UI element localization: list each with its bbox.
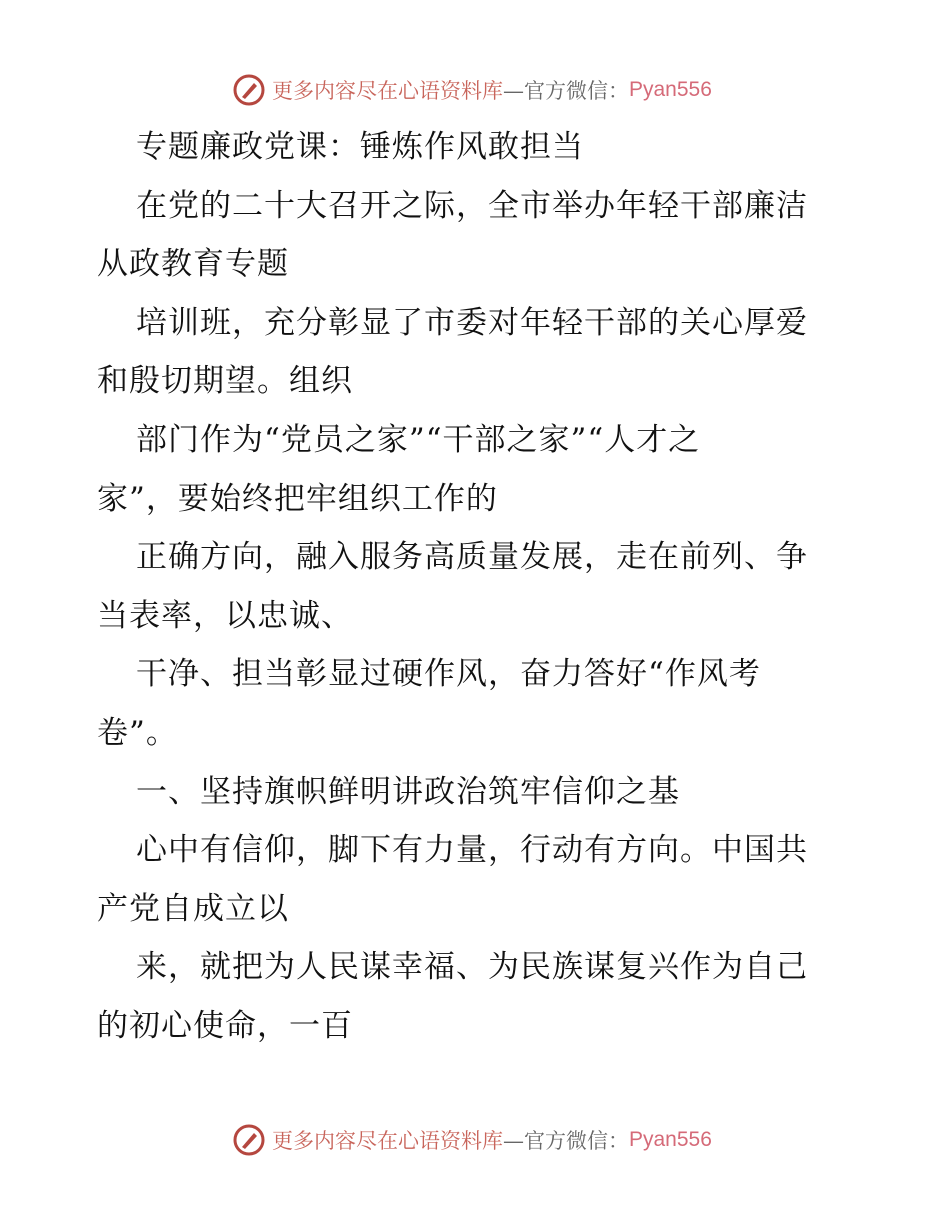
footer-banner	[232, 1120, 712, 1160]
text-line: 家”，要始终把牢组织工作的	[97, 480, 498, 517]
text-line: 的初心使命，一百	[97, 1008, 353, 1044]
banner-wechat-id: Pyan556	[629, 78, 712, 101]
banner-text: 更多内容尽在心语资料库	[272, 1129, 503, 1153]
text-line: 从政教育专题	[97, 246, 289, 283]
text-line: 当表率，以忠诚、	[97, 597, 353, 634]
text-line: 卷”。	[97, 715, 178, 751]
header-banner	[232, 70, 712, 110]
text-line: 部门作为“党员之家”“干部之家”“人才之	[136, 422, 701, 458]
text-line: 产党自成立以	[97, 890, 289, 927]
text-line: 专题廉政党课：锤炼作风敢担当	[136, 129, 584, 165]
text-line: 在党的二十大召开之际，全市举办年轻干部廉洁	[136, 187, 808, 224]
banner-wechat-id: Pyan556	[629, 1128, 712, 1151]
text-line: 来，就把为人民谋幸福、为民族谋复兴作为自己	[136, 949, 808, 986]
banner-text: 更多内容尽在心语资料库	[272, 79, 503, 103]
text-line: 心中有信仰，脚下有力量，行动有方向。中国共	[136, 832, 808, 869]
text-line: 培训班，充分彰显了市委对年轻干部的关心厚爱	[136, 304, 808, 341]
banner-wechat-label: —官方微信：	[503, 1129, 629, 1153]
text-line: 正确方向，融入服务高质量发展，走在前列、争	[136, 539, 808, 576]
text-line: 和殷切期望。组织	[97, 363, 353, 400]
text-line: 干净、担当彰显过硬作风，奋力答好“作风考	[136, 656, 761, 693]
banner-wechat-label: —官方微信：	[503, 79, 629, 103]
logo-icon	[232, 1123, 266, 1157]
text-line: 一、坚持旗帜鲜明讲政治筑牢信仰之基	[136, 773, 680, 810]
logo-icon	[232, 73, 266, 107]
